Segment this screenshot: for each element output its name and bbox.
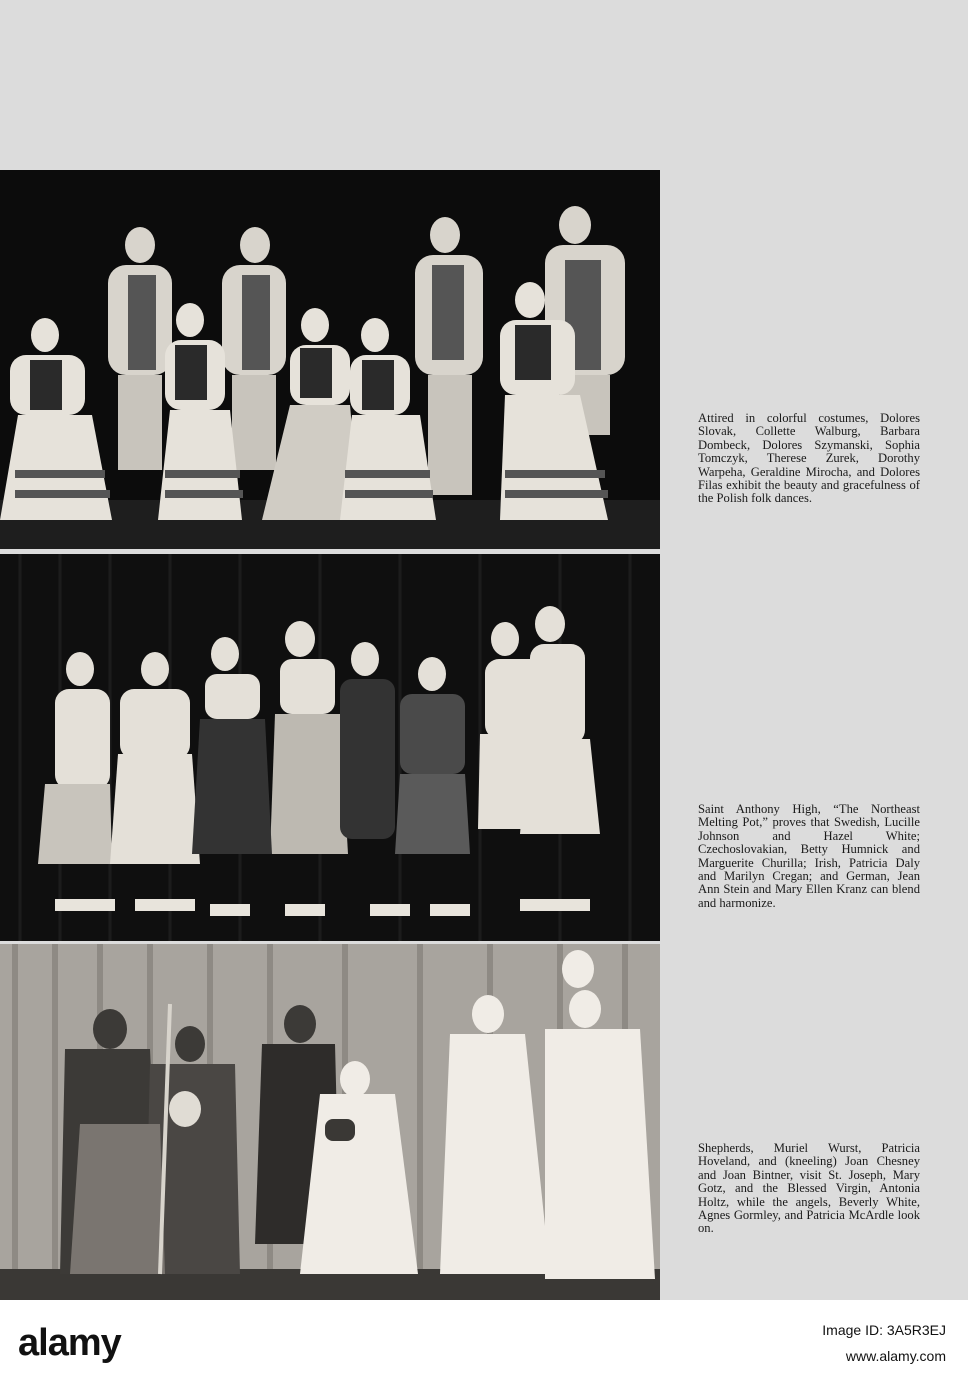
- stock-footer: [0, 1300, 968, 1390]
- photo-polish-folk-dancers: [0, 170, 660, 549]
- site-url-link[interactable]: www.alamy.com: [845, 1348, 946, 1364]
- photo-melting-pot-dancers: [0, 554, 660, 941]
- alamy-logo[interactable]: alamy: [18, 1322, 121, 1364]
- image-id-label: Image ID: 3A5R3EJ: [822, 1322, 946, 1338]
- caption-melting-pot: Saint Anthony High, “The Northeast Melting Pot,” proves that Swedish, Lucille Johnson and Hazel White; Czechoslovakian, Betty Humnick and Marguerite Churilla; Irish, Patricia Daly and Marilyn Cregan; and German, Jean Ann Stein and Mary Ellen Kranz can blend and harmonize.: [698, 802, 920, 910]
- caption-nativity: Shepherds, Muriel Wurst, Patricia Hoveland, and (kneeling) Joan Chesney and Joan Bintner, visit St. Joseph, Mary Gotz, and the Blessed Virgin, Antonia Holtz, while the angels, Beverly White, Agnes Gormley, and Patricia McArdle look on.: [698, 1141, 920, 1236]
- photo-nativity-scene: [0, 944, 660, 1300]
- caption-folk-dance: Attired in colorful costumes, Dolores Slovak, Collette Walburg, Barbara Dombeck, Dolores Szymanski, Sophia Tomczyk, Therese Zurek, Dorothy Warpeha, Geraldine Mirocha, and Dolores Filas exhibit the beauty and gracefulness of the Polish folk dances.: [698, 411, 920, 506]
